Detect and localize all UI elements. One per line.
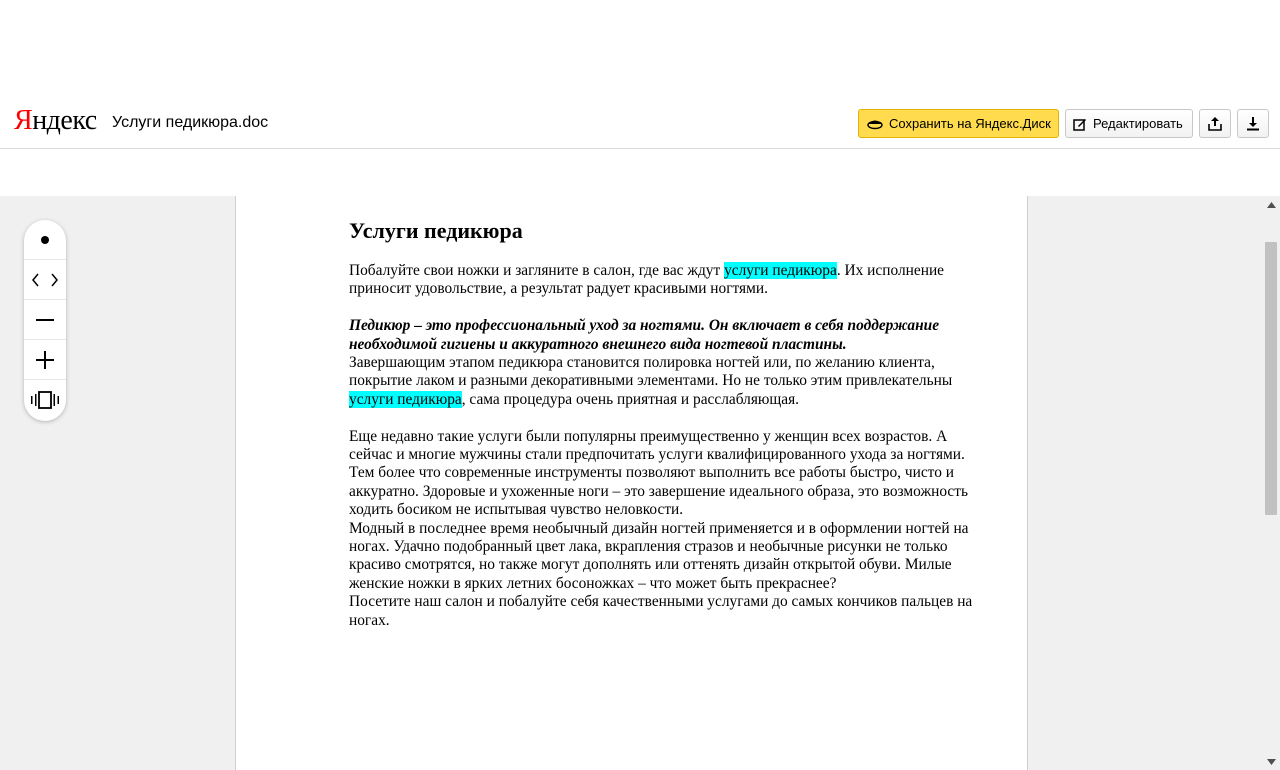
download-button[interactable]	[1237, 109, 1269, 138]
paragraph-1-text-b: . Их исполнение приносит удовольствие, а результат радует красивыми ногтями.	[349, 262, 945, 298]
prev-next-icon[interactable]	[24, 260, 66, 300]
paragraph-3	[349, 354, 979, 409]
paragraph-4: Еще недавно такие услуги были популярны преимущественно у женщин всех возрастов. А сейчас и многие мужчины стали предпочитать услуги квалифицированного ухода за ногтями. Тем более что современные инструменты позволяют выполнить все работы быстро, чисто и аккуратно. Здоровые и ухоженные ноги – это завершение идеального образа, это возможность ходить босиком не испытывая чувство неловкости.	[349, 427, 968, 519]
paragraph-1	[349, 262, 979, 299]
dot-icon[interactable]	[24, 220, 66, 260]
paragraph-3-text-b: , сама процедура очень приятная и расслабляющая.	[461, 390, 800, 408]
scroll-up-arrow-icon[interactable]	[1263, 196, 1280, 213]
yandex-logo[interactable]	[14, 107, 97, 135]
zoom-out-icon[interactable]	[24, 300, 66, 340]
disk-icon	[867, 118, 883, 130]
paragraph-2-bold	[349, 317, 979, 354]
save-button-label: Сохранить на Яндекс.Диск	[889, 116, 1051, 131]
share-icon	[1208, 116, 1222, 131]
paragraph-3-text-a: Завершающим этапом педикюра становится полировка ногтей или, по желанию клиента, покрытие лаком и разными декоративными элементами. Но не только этим привлекательны	[349, 354, 953, 390]
download-icon	[1246, 116, 1260, 131]
document-viewer[interactable]	[0, 196, 1280, 770]
edit-button-label: Редактировать	[1093, 116, 1183, 131]
paragraph-5: Модный в последнее время необычный дизайн ногтей применяется и в оформлении ногтей на ногах. Удачно подобранный цвет лака, вкрапления стразов и необычные рисунки не только красиво смотрятся, но также могут дополнять или оттенять дизайн открытой обуви. Милые женские ножки в ярких летних босоножках – что может быть прекраснее?	[349, 519, 969, 592]
scrollbar-thumb[interactable]	[1265, 242, 1277, 515]
document-content	[349, 218, 979, 630]
scroll-down-arrow-icon[interactable]	[1263, 753, 1280, 770]
logo-first-letter: Я	[14, 105, 33, 136]
edit-button[interactable]	[1065, 109, 1193, 138]
document-title: Услуги педикюра.doc	[112, 114, 269, 131]
zoom-in-icon[interactable]	[24, 340, 66, 380]
document-heading: Услуги педикюра	[349, 218, 523, 243]
document-page	[235, 196, 1028, 770]
edit-icon	[1073, 117, 1087, 131]
viewer-toolbar	[24, 220, 66, 421]
paragraph-6: Посетите наш салон и побалуйте себя качественными услугами до самых кончиков пальцев на ногах.	[349, 593, 973, 629]
share-button[interactable]	[1199, 109, 1231, 138]
search-highlight: услуги педикюра	[349, 390, 462, 408]
paragraph-2-text: Педикюр – это профессиональный уход за ногтями. Он включает в себя поддержание необходимой гигиены и аккуратного внешнего вида ногтевой пластины.	[349, 317, 940, 353]
fit-page-icon[interactable]	[24, 380, 66, 420]
paragraph-1-text-a: Побалуйте свои ножки и загляните в салон, где вас ждут	[349, 262, 725, 279]
search-highlight: услуги педикюра	[724, 262, 837, 279]
save-to-disk-button[interactable]	[858, 109, 1059, 138]
top-bar	[0, 97, 1280, 149]
logo-rest: ндекс	[32, 105, 97, 136]
vertical-scrollbar[interactable]	[1263, 196, 1280, 770]
